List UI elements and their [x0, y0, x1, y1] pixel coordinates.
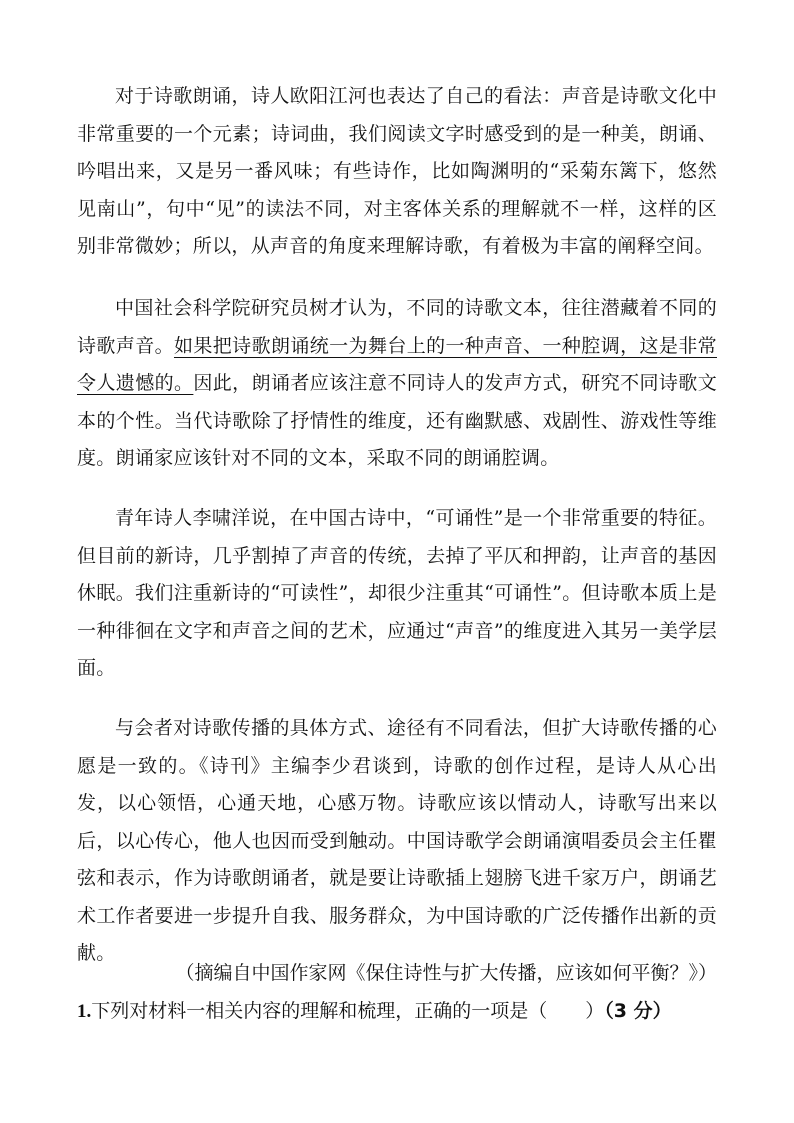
paragraph-shu-cai — [77, 290, 717, 478]
question-1 — [77, 993, 717, 1031]
paragraph-li-xiaoyang: 青年诗人李啸洋说，在中国古诗中，“可诵性”是一个非常重要的特征。但目前的新诗，几乎割掉了声音的传统，去掉了平仄和押韵，让声音的基因休眠。我们注重新诗的“可读性”，却很少注重其“可诵性”。但诗歌本质上是一种徘徊在文字和声音之间的艺术，应通过“声音”的维度进入其另一美学层面。 — [77, 507, 717, 679]
underlined-sentence: 如果把诗歌朗诵统一为舞台上的一种声音、一种腔调，这是非常令人遗憾的。 — [77, 334, 717, 394]
paragraph-li-shaojun: 与会者对诗歌传播的具体方式、途径有不同看法，但扩大诗歌传播的心愿是一致的。《诗刊》主编李少君谈到，诗歌的创作过程，是诗人从心出发，以心领悟，心通天地，心感万物。诗歌应该以情动人，诗歌写出来以后，以心传心，他人也因而受到触动。中国诗歌学会朗诵演唱委员会主任瞿弦和表示，作为诗歌朗诵者，就是要让诗歌插上翅膀飞进千家万户，朗诵艺术工作者要进一步提升自我、服务群众，为中国诗歌的广泛传播作出新的贡献。 — [77, 717, 717, 964]
question-number: 1. — [77, 1001, 92, 1022]
question-score: （3 分） — [604, 1000, 672, 1022]
paragraph-ouyang-jianghe: 对于诗歌朗诵，诗人欧阳江河也表达了自己的看法：声音是诗歌文化中非常重要的一个元素；诗词曲，我们阅读文字时感受到的是一种美，朗诵、吟唱出来，又是另一番风味；有些诗作，比如陶渊明的“采菊东篱下，悠然见南山”，句中“见”的读法不同，对主客体关系的理解就不一样，这样的区别非常微妙；所以，从声音的角度来理解诗歌，有着极为丰富的阐释空间。 — [77, 85, 717, 257]
question-text: 下列对材料一相关内容的理解和梳理，正确的一项是（ ） — [91, 1000, 605, 1022]
paragraph-text: 中国社会科学院研究员树才认为，不同的诗歌文本，往往潜藏着不同的诗歌声音。 — [77, 297, 717, 357]
paragraph-text: 因此，朗诵者应该注意不同诗人的发声方式，研究不同诗歌文本的个性。当代诗歌除了抒情性的维度，还有幽默感、戏剧性、游戏性等维度。朗诵家应该针对不同的文本，采取不同的朗诵腔调。 — [77, 372, 717, 469]
source-citation: （摘编自中国作家网《保住诗性与扩大传播，应该如何平衡？》） — [175, 962, 717, 984]
